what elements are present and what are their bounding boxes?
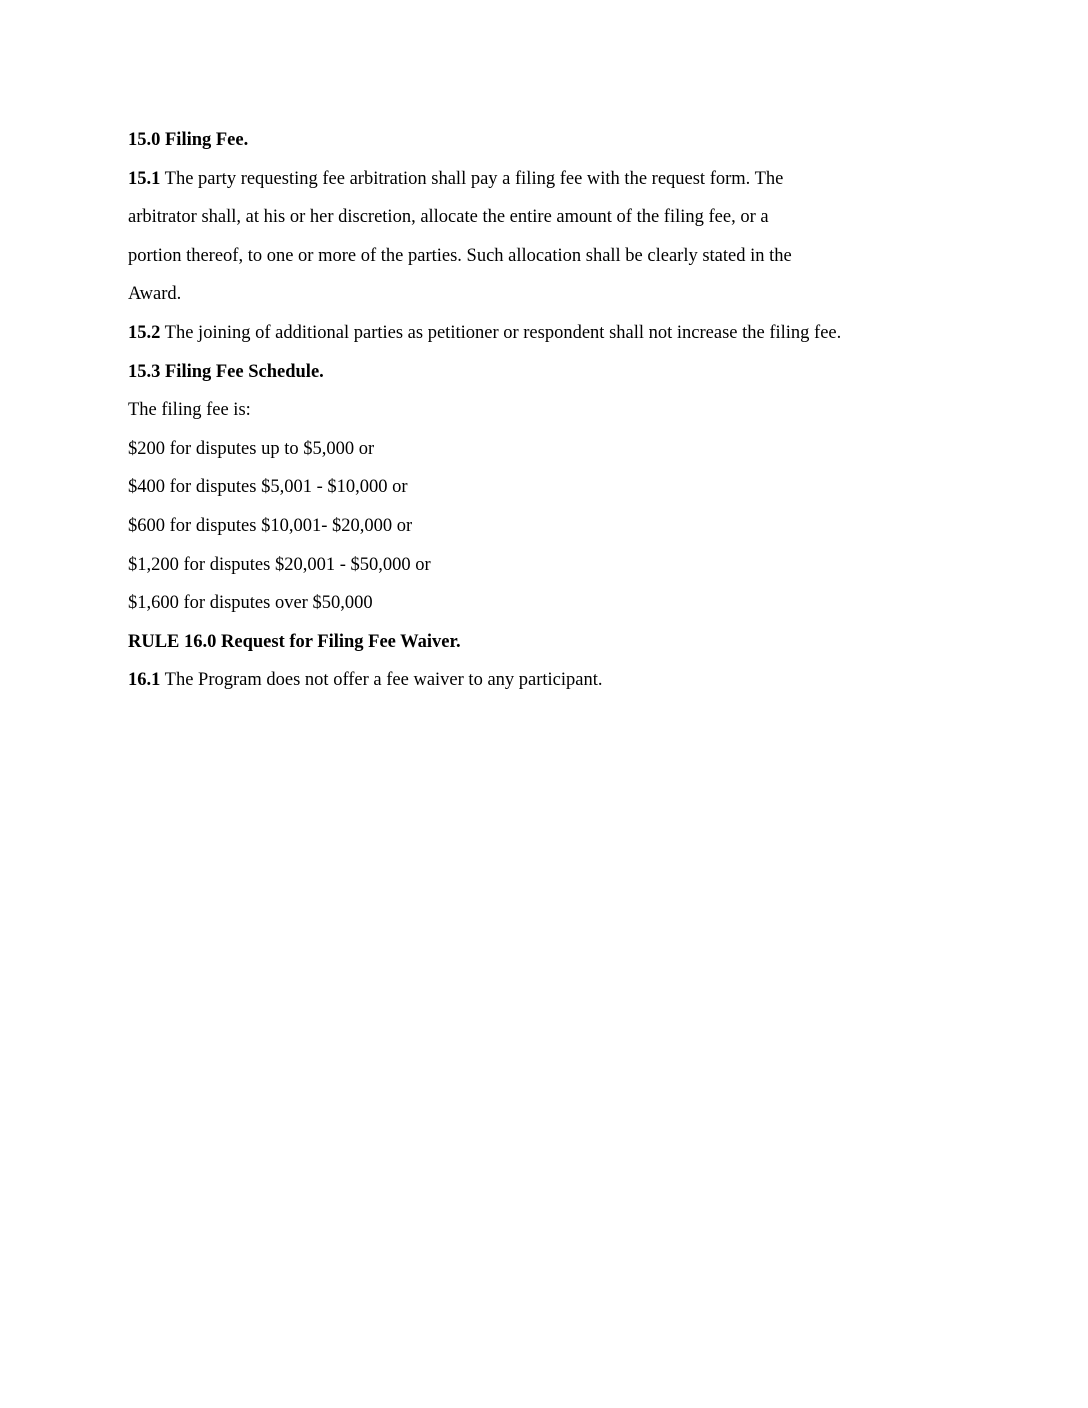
schedule-intro: The filing fee is: bbox=[128, 400, 251, 421]
paragraph-text: The party requesting fee arbitration shall pay a filing fee with the request form. The bbox=[160, 168, 784, 189]
paragraph-15-1-line-2: arbitrator shall, at his or her discretion, allocate the entire amount of the filing fee, or a bbox=[128, 207, 769, 228]
paragraph-15-2 bbox=[128, 318, 948, 357]
paragraph-16-1 bbox=[128, 665, 948, 704]
schedule-item: $400 for disputes $5,001 - $10,000 or bbox=[128, 477, 408, 498]
paragraph-15-1-line-3: portion thereof, to one or more of the parties. Such allocation shall be clearly stated in the bbox=[128, 245, 792, 266]
schedule-item: $1,600 for disputes over $50,000 bbox=[128, 593, 373, 614]
paragraph-number: 15.2 bbox=[128, 322, 161, 343]
paragraph-number: 16.1 bbox=[128, 670, 161, 691]
document-body bbox=[128, 125, 948, 704]
schedule-item: $600 for disputes $10,001- $20,000 or bbox=[128, 515, 413, 536]
section-heading-15-3: 15.3 Filing Fee Schedule. bbox=[128, 361, 324, 382]
paragraph-text: The joining of additional parties as petitioner or respondent shall not increase the filing fee. bbox=[160, 322, 842, 343]
section-heading-15: 15.0 Filing Fee. bbox=[128, 130, 249, 150]
section-heading-16: RULE 16.0 Request for Filing Fee Waiver. bbox=[128, 631, 461, 652]
paragraph-15-1-line-4: Award. bbox=[128, 284, 182, 305]
schedule-item: $200 for disputes up to $5,000 or bbox=[128, 438, 375, 459]
paragraph-text: The Program does not offer a fee waiver to any participant. bbox=[160, 670, 603, 691]
paragraph-15-1-line-1 bbox=[128, 164, 948, 203]
schedule-item: $1,200 for disputes $20,001 - $50,000 or bbox=[128, 554, 431, 575]
paragraph-number: 15.1 bbox=[128, 168, 161, 189]
